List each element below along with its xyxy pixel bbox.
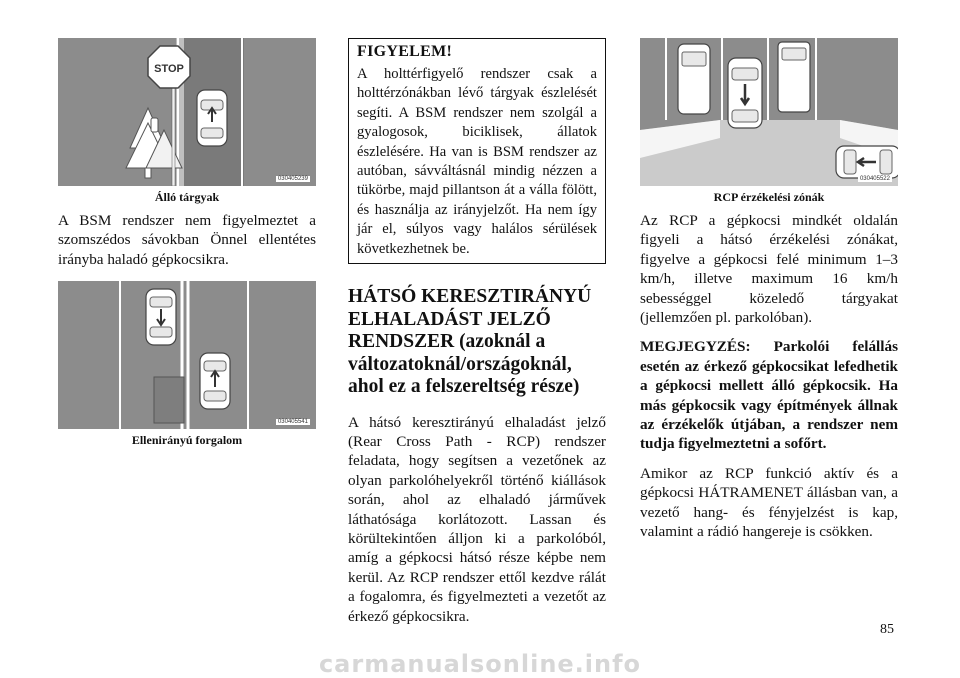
warning-title: FIGYELEM!	[357, 43, 453, 60]
opposing-traffic-figure	[58, 281, 316, 429]
parked-van-icon	[778, 42, 810, 112]
figure-code: 030405239	[277, 176, 308, 182]
watermark: carmanualsonline.info	[318, 650, 642, 678]
paragraph: Amikor az RCP funkció aktív és a gépkocsi HÁTRAMENET állásban van, a vezető hang- és fényjelzést is kap, valamint a rádió hangereje is csökken.	[640, 464, 898, 541]
figure-caption: Ellenirányú forgalom	[131, 433, 243, 448]
figure-caption: RCP érzékelési zónák	[713, 190, 825, 204]
car-icon	[197, 90, 227, 146]
stop-sign-text: STOP	[154, 63, 184, 75]
figure-code: 030405541	[277, 419, 308, 426]
stationary-objects-illustration	[58, 38, 316, 186]
paragraph: A BSM rendszer nem figyelmeztet a szomszédos sávokban Önnel ellentétes irányba haladó gépkocsikra.	[58, 212, 316, 268]
rcp-zones-illustration	[640, 38, 898, 186]
warning-text: A holttérfigyelő rendszer csak a holttérzónákban lévő tárgyak észlelését segíti. A BSM rendszer nem szolgál a gyalogosok, biciklisek, állatok észlelésére. Ha van is BSM rendszer az autóban, sávváltásnál mindig nézzen a tükörbe, majd pillantson át a válla fölött, és használja az irányjelzőt. Ha nem így jár el, súlyos vagy halálos sérülések következhetnek be.	[357, 66, 597, 257]
note-paragraph: MEGJEGYZÉS: Parkolói felállás esetén az érkező gépkocsikat lefedhetik a gépkocsi mellett álló gépkocsik. Ha más gépkocsik vagy építmények állnak az érzékelők útjában, a rendszer nem tudja figyelmeztetni a sofőrt.	[640, 338, 898, 453]
approaching-car-icon	[836, 146, 898, 178]
section-heading: HÁTSÓ KERESZTIRÁNYÚ ELHALADÁST JELZŐ RENDSZER (azoknál a változatoknál/országoknál, ahol ez a felszereltség része)	[348, 286, 592, 397]
rcp-zones-figure	[640, 38, 898, 186]
figure-caption: Álló tárgyak	[154, 190, 220, 204]
warning-box	[348, 38, 606, 264]
oncoming-car-icon	[146, 289, 176, 345]
paragraph: A hátsó keresztirányú elhaladást jelző (Rear Cross Path - RCP) rendszer feladata, hogy segítsen a vezetőnek az olyan parkolóhelyekről történő kiállások során, ahol az elhaladó járművek láthatósága korlátozott. Lassan és körültekintően álljon ki a parkolóból, amíg a gépkocsi hátsó része képbe nem kerül. Az RCP rendszer ettől kezdve rálát a fogalomra, és figyelmezteti a vezetőt az érkező gépkocsikra.	[348, 413, 606, 625]
right-column	[640, 38, 898, 542]
own-car-icon	[200, 353, 230, 409]
middle-column	[348, 38, 606, 626]
left-column	[58, 38, 316, 454]
opposing-traffic-illustration	[58, 281, 316, 429]
figure-code: 030405522	[859, 176, 890, 182]
reversing-car-icon	[728, 58, 762, 128]
stationary-objects-figure	[58, 38, 316, 186]
parked-suv-icon	[678, 44, 710, 114]
page-number: 85	[880, 622, 894, 637]
detection-zone-box	[154, 377, 184, 423]
paragraph: Az RCP a gépkocsi mindkét oldalán figyeli a hátsó érzékelési zónákat, figyelve a gépkocsi felé minimum 1–3 km/h, illetve maximum 16 km/h sebességgel közeledő tárgyakat (jellemzően pl. parkolóban).	[640, 212, 898, 327]
